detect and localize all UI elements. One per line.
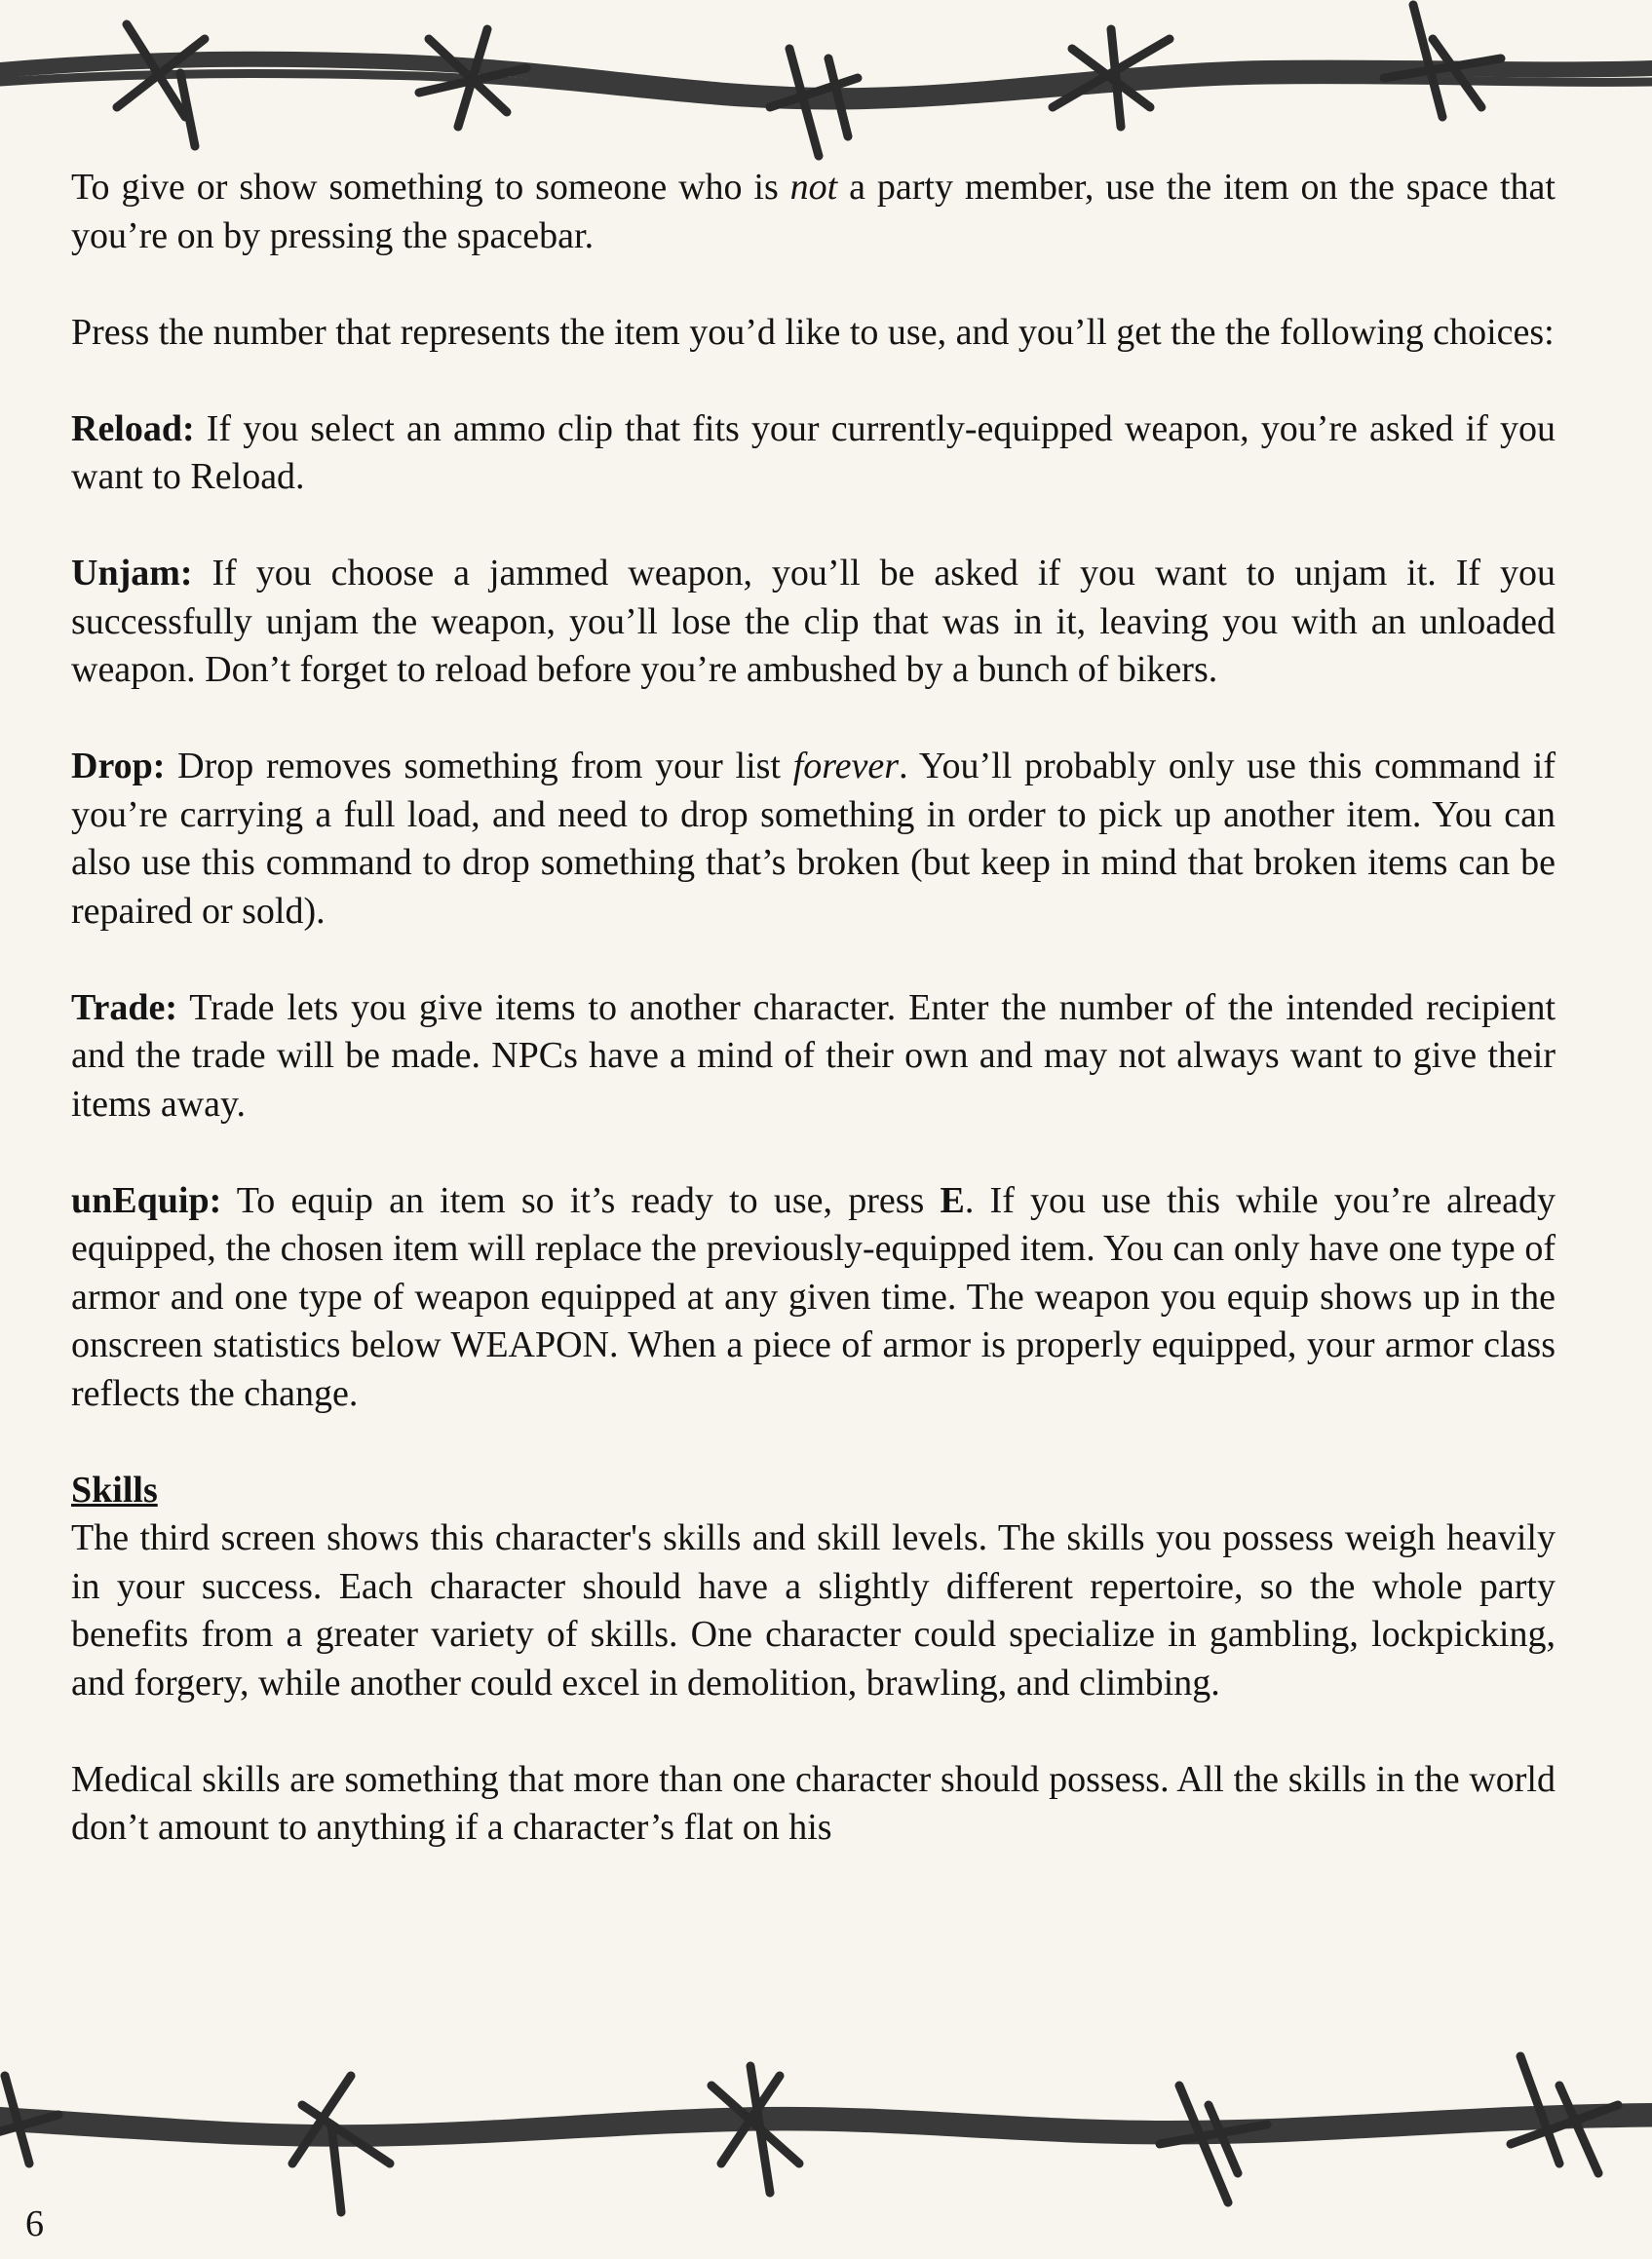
emphasis-forever: forever xyxy=(792,746,900,786)
skills-paragraph: The third screen shows this character's skills and skill levels. The skills you possess weigh heavily in your success. Each character should have a slightly different repertoire, so the whole party benefits from a greater variety of skills. One character could specialize in gambling, lockpicking, and forgery, while another could excel in demolition, brawling, and climbing. xyxy=(71,1517,1556,1704)
intro-paragraph: To give or show something to someone who is not a party member, use the item on the space that you’re on by pressing the spacebar. xyxy=(71,167,1556,256)
command-term: Unjam: xyxy=(71,553,193,593)
command-unjam: Unjam: If you choose a jammed weapon, you’ll be asked if you want to unjam it. If you successfully unjam the weapon, you’ll lose the clip that was in it, leaving you with an unloaded weapon. Don’t forget to reload before you’re ambushed by a bunch of bikers. xyxy=(71,553,1556,690)
emphasis-not: not xyxy=(789,167,838,208)
manual-page-body xyxy=(71,164,1556,1900)
key-e: E xyxy=(940,1179,965,1221)
page-number: 6 xyxy=(25,2203,44,2244)
instruction-paragraph: Press the number that represents the item you’d like to use, and you’ll get the the following choices: xyxy=(71,311,1555,353)
command-term: Trade: xyxy=(71,986,178,1028)
medical-skills-paragraph: Medical skills are something that more than one character should possess. All the skills in the world don’t amount to anything if a character’s flat on his xyxy=(71,1758,1556,1848)
skills-section xyxy=(71,1467,1556,1853)
barbed-wire-top-border xyxy=(0,0,1652,185)
command-reload: Reload: If you select an ammo clip that fits your currently-equipped weapon, you’re asked if you want to Reload. xyxy=(71,407,1556,497)
command-term: unEquip: xyxy=(71,1179,222,1221)
command-trade: Trade: Trade lets you give items to another character. Enter the number of the intended recipient and the trade will be made. NPCs have a mind of their own and may not always want to give their items away. xyxy=(71,986,1556,1125)
command-unequip: unEquip: To equip an item so it’s ready to use, press E. If you use this while you’re already equipped, the chosen item will replace the previously-equipped item. You can only have one type of armor and one type of weapon equipped at any given time. The weapon you equip shows up in the onscreen statistics below WEAPON. When a piece of armor is properly equipped, your armor class reflects the change. xyxy=(71,1179,1556,1414)
command-drop: Drop: Drop removes something from your list forever. You’ll probably only use this command if you’re carrying a full load, and need to drop something in order to pick up another item. You can also use this command to drop something that’s broken (but keep in mind that broken items can be repaired or sold). xyxy=(71,746,1556,932)
command-term: Drop: xyxy=(71,746,166,786)
command-term: Reload: xyxy=(71,407,195,449)
skills-heading: Skills xyxy=(71,1469,158,1511)
barbed-wire-bottom-border xyxy=(0,2047,1652,2259)
